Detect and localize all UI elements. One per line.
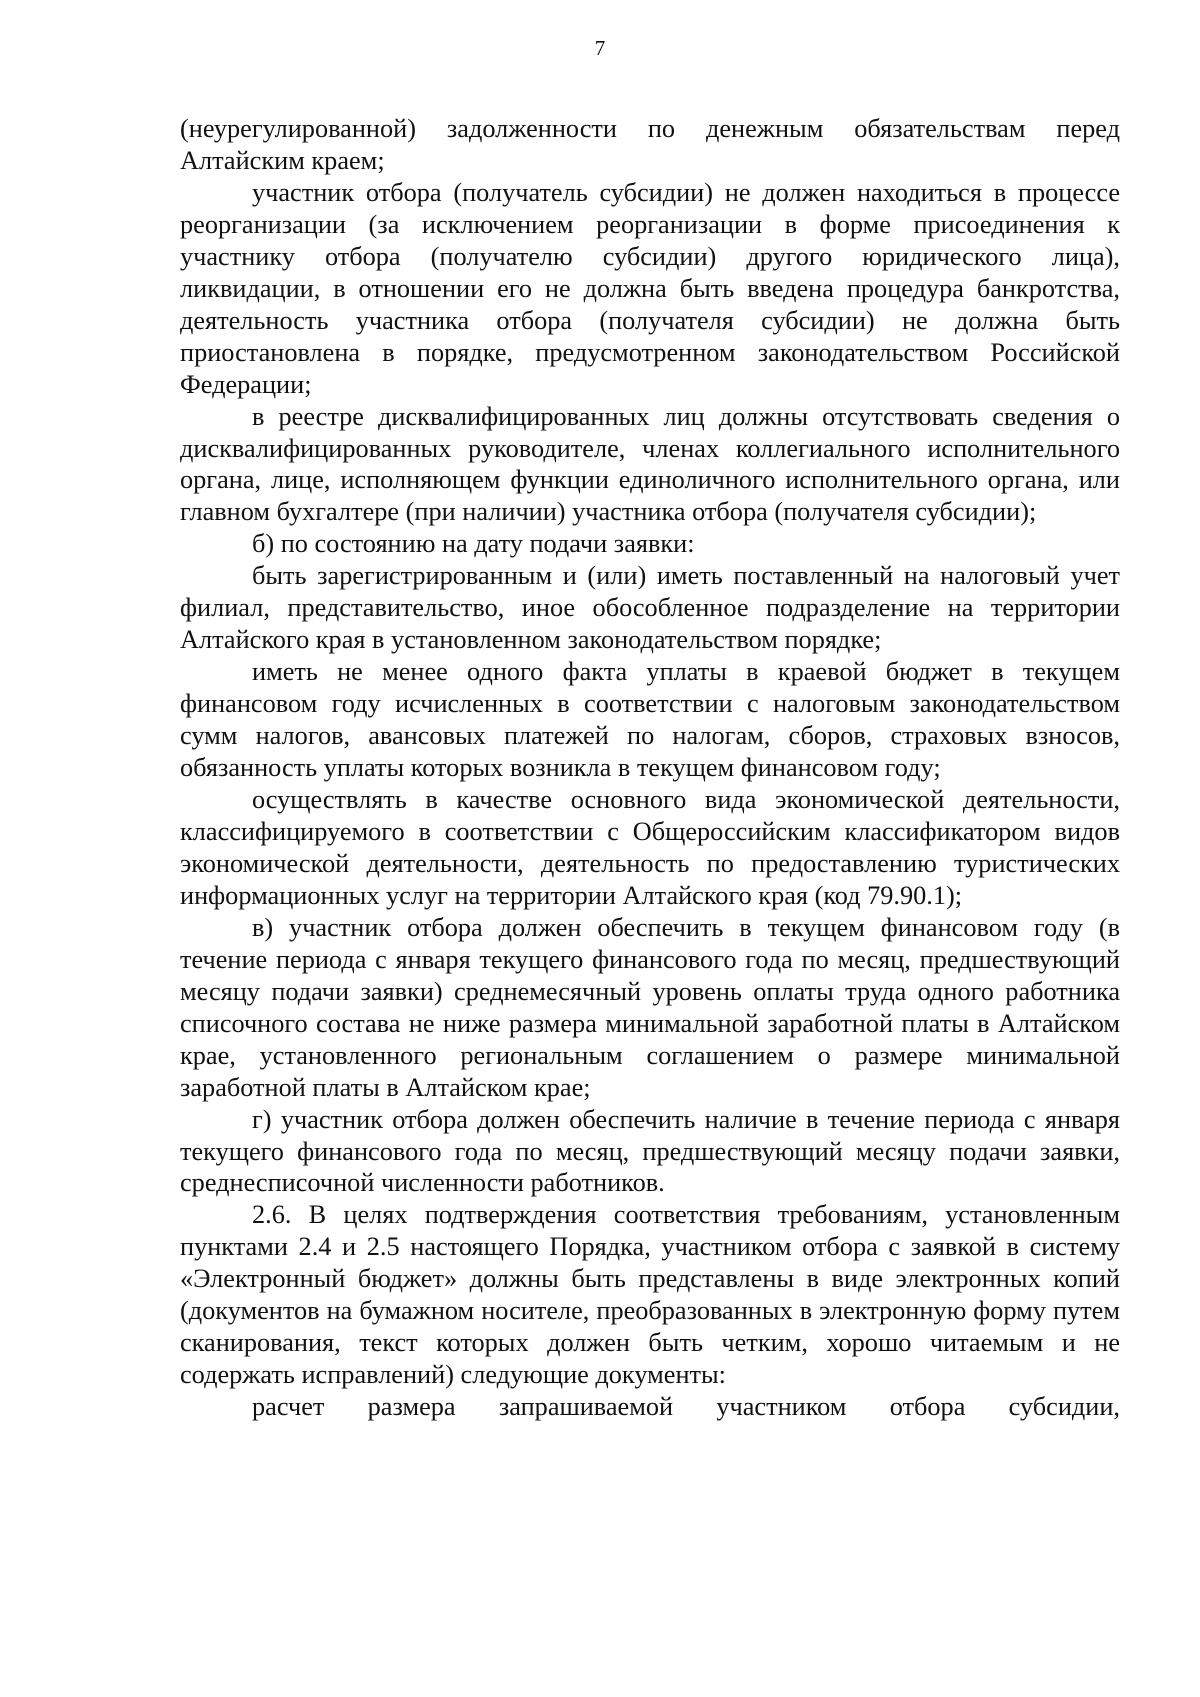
paragraph: в реестре дисквалифицированных лиц должны отсутствовать сведения о дисквалифицированных руководителе, членах коллегиального исполнительного органа, лице, исполняющем функции единоличного исполнительного органа, или главном бухгалтере (при наличии) участника отбора (получателя субсидии); bbox=[180, 401, 1120, 527]
document-body bbox=[180, 113, 1120, 1423]
paragraph: иметь не менее одного факта уплаты в краевой бюджет в текущем финансовом году исчисленных в соответствии с налоговым законодательством сумм налогов, авансовых платежей по налогам, сборов, страховых взносов, обязанность уплаты которых возникла в текущем финансовом году; bbox=[180, 657, 1120, 783]
paragraph: осуществлять в качестве основного вида экономической деятельности, классифицируемого в соответствии с Общероссийским классификатором видов экономической деятельности, деятельность по предоставлению туристических информационных услуг на территории Алтайского края (код 79.90.1); bbox=[180, 785, 1120, 910]
paragraph: расчет размера запрашиваемой участником отбора субсидии, bbox=[252, 1392, 1120, 1422]
paragraph: г) участник отбора должен обеспечить наличие в течение периода с января текущего финансового года по месяц, предшествующий месяцу подачи заявки, среднесписочной численности работников. bbox=[180, 1104, 1120, 1198]
paragraph: быть зарегистрированным и (или) иметь поставленный на налоговый учет филиал, представительство, иное обособленное подразделение на территории Алтайского края в установленном законодательством порядке; bbox=[180, 561, 1120, 655]
paragraph: 2.6. В целях подтверждения соответствия требованиям, установленным пунктами 2.4 и 2.5 настоящего Порядка, участником отбора с заявкой в систему «Электронный бюджет» должны быть представлены в виде электронных копий (документов на бумажном носителе, преобразованных в электронную форму путем сканирования, текст которых должен быть четким, хорошо читаемым и не содержать исправлений) следующие документы: bbox=[180, 1200, 1120, 1390]
paragraph: б) по состоянию на дату подачи заявки: bbox=[252, 529, 695, 559]
paragraph: (неурегулированной) задолженности по денежным обязательствам перед Алтайским краем; bbox=[180, 114, 1120, 175]
paragraph: участник отбора (получатель субсидии) не должен находиться в процессе реорганизации (за исключением реорганизации в форме присоединения к участнику отбора (получателю субсидии) другого юридического лица), ликвидации, в отношении его не должна быть введена процедура банкротства, деятельность участника отбора (получателя субсидии) не должна быть приостановлена в порядке, предусмотренном законодательством Российской Федерации; bbox=[180, 177, 1120, 399]
page-number: 7 bbox=[594, 36, 606, 60]
paragraph: в) участник отбора должен обеспечить в текущем финансовом году (в течение периода с января текущего финансового года по месяц, предшествующий месяцу подачи заявки) среднемесячный уровень оплаты труда одного работника списочного состава не ниже размера минимальной заработной платы в Алтайском крае, установленного региональным соглашением о размере минимальной заработной платы в Алтайском крае; bbox=[180, 912, 1120, 1102]
